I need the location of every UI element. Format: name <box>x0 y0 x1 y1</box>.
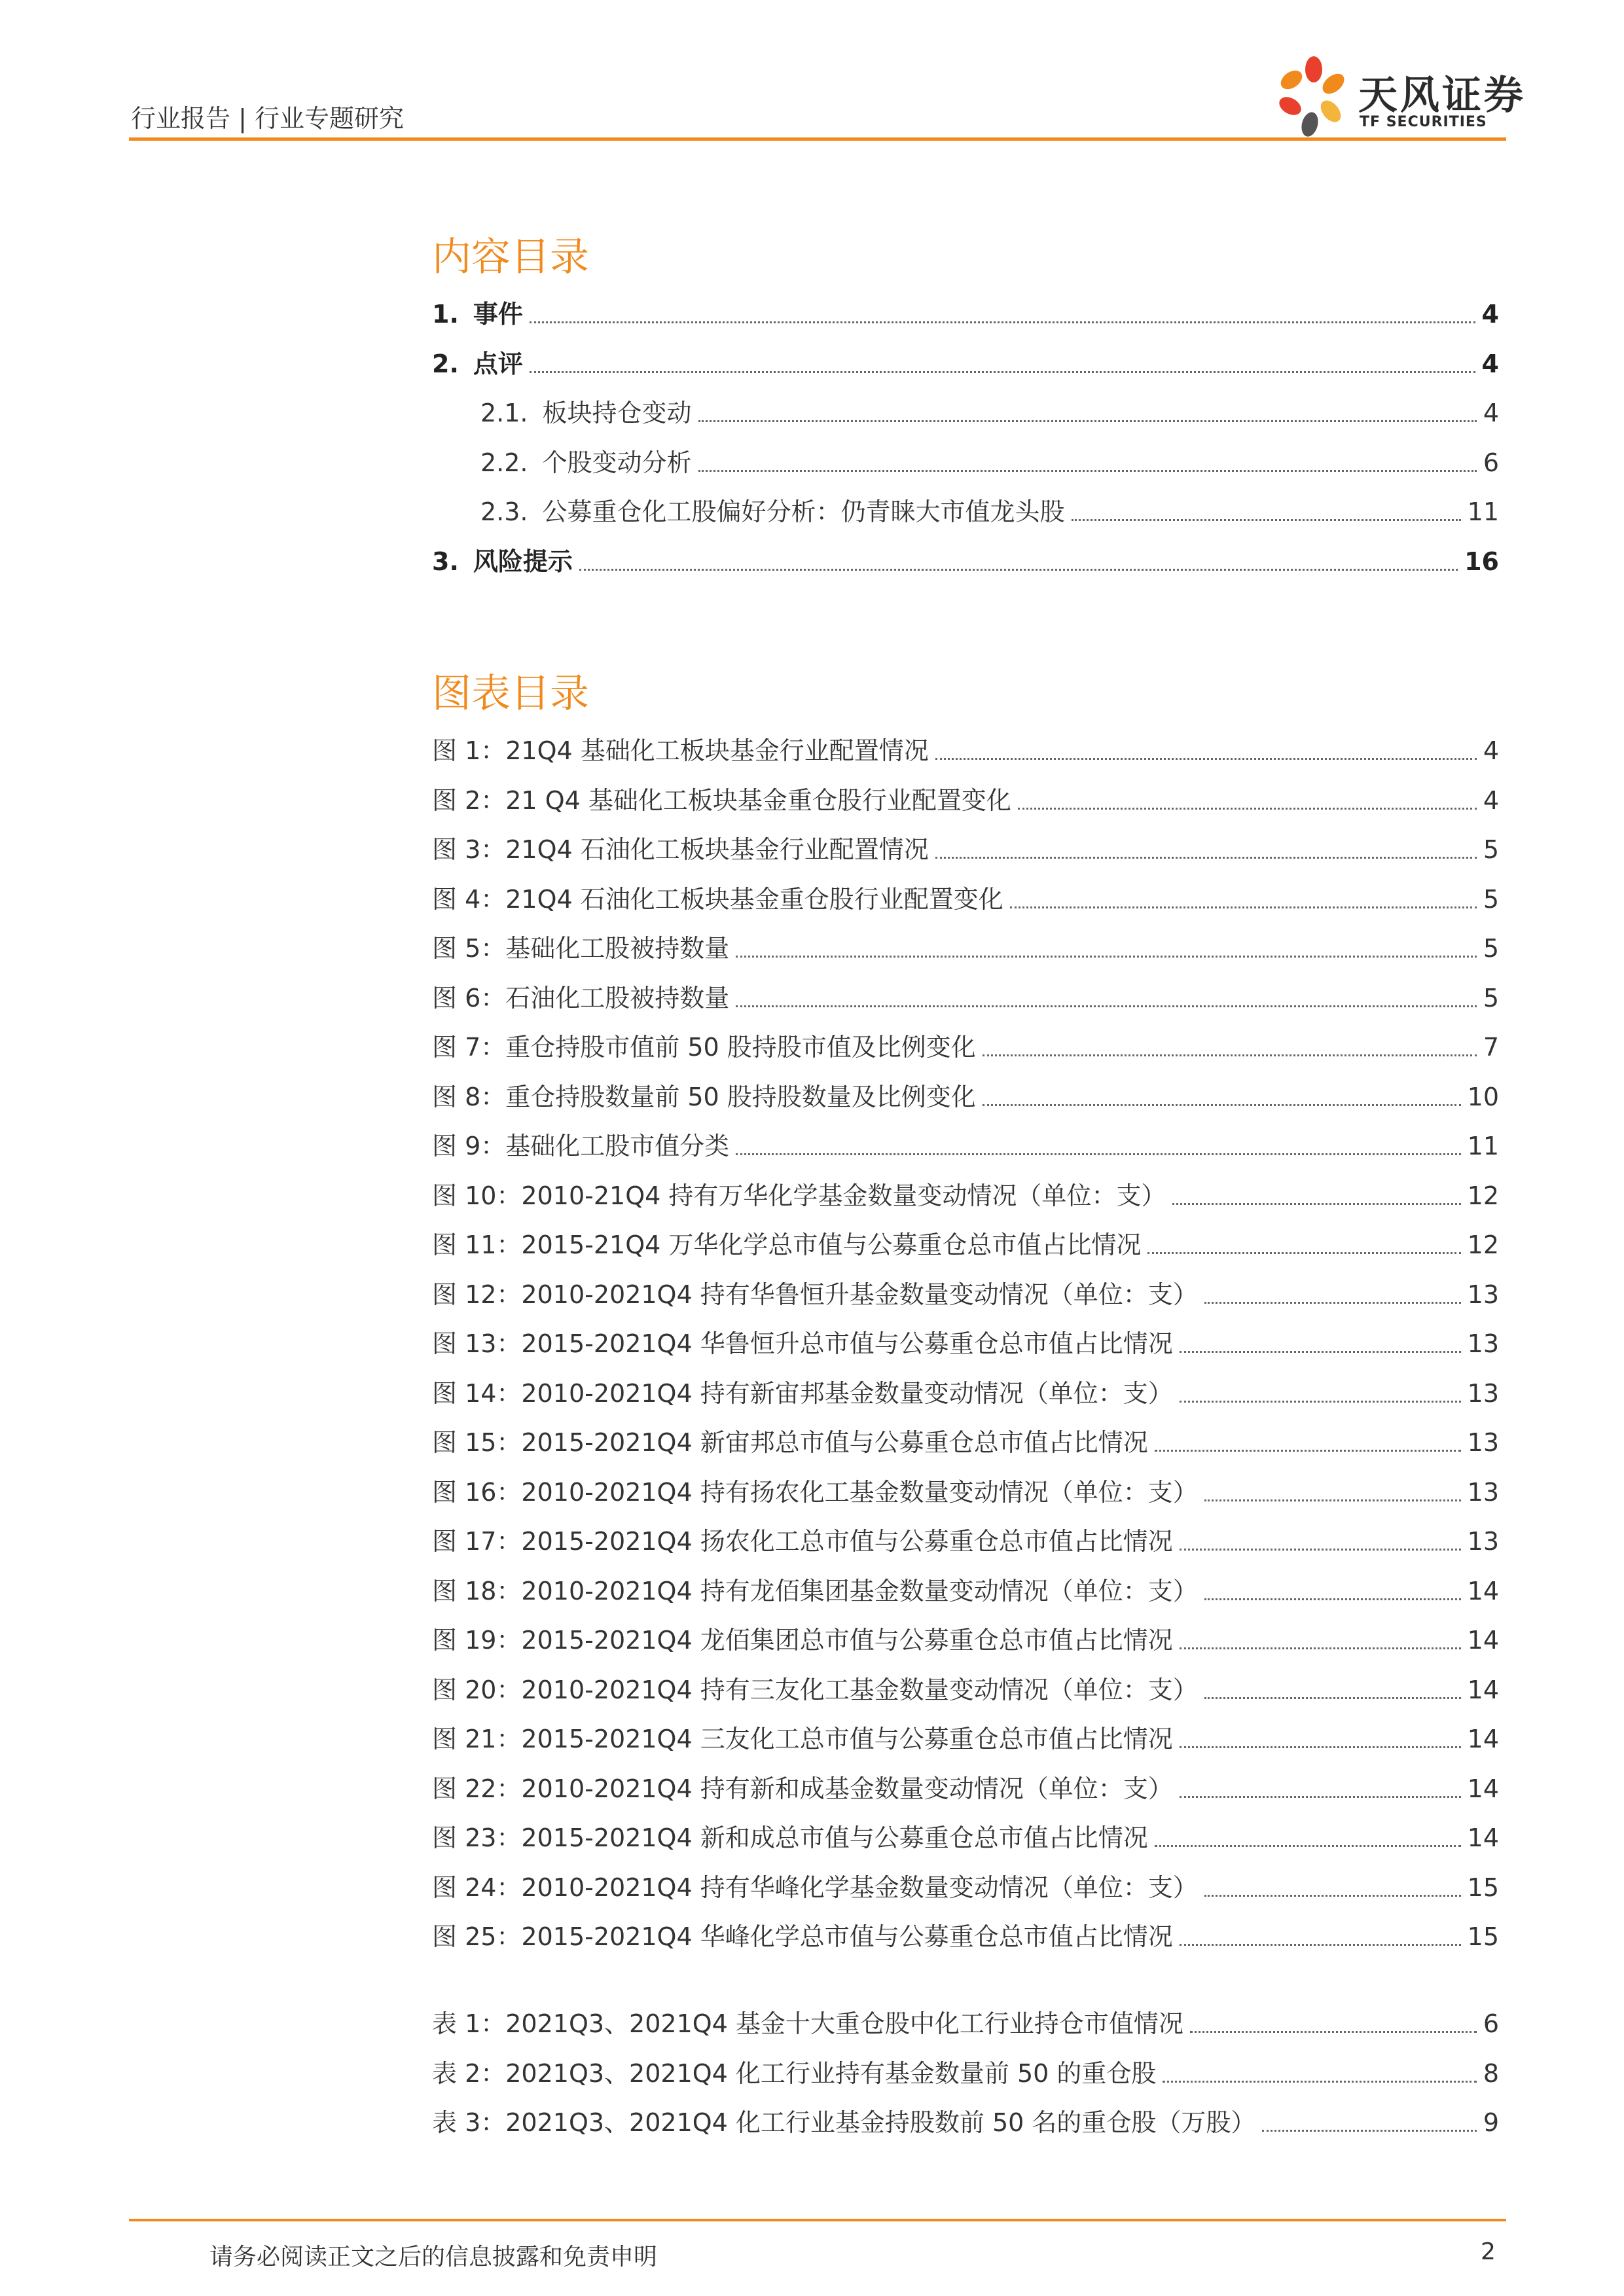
dot-leader <box>530 321 1475 323</box>
figure-entry[interactable] <box>432 1172 1499 1221</box>
dot-leader <box>1180 1401 1461 1403</box>
toc-item-page: 11 <box>1467 497 1499 526</box>
logo-english-text: TF SECURITIES <box>1360 114 1487 130</box>
toc-item[interactable] <box>432 439 1499 488</box>
toc-item[interactable] <box>432 340 1499 389</box>
figure-entry-page: 14 <box>1467 1576 1499 1605</box>
toc-item[interactable] <box>432 290 1499 340</box>
toc-item-number: 2.1. <box>480 399 528 427</box>
figure-entry-title: 图 1：21Q4 基础化工板块基金行业配置情况 <box>432 736 929 765</box>
figure-entry-page: 5 <box>1483 884 1499 914</box>
toc-item-number: 1. <box>432 300 459 329</box>
table-entry-title: 表 1：2021Q3、2021Q4 基金十大重仓股中化工行业持仓市值情况 <box>432 2009 1183 2038</box>
figure-entry-title: 图 9：基础化工股市值分类 <box>432 1132 730 1160</box>
dot-leader <box>1155 1450 1461 1452</box>
dot-leader <box>935 758 1477 760</box>
dot-leader <box>1180 1746 1461 1748</box>
figure-entry-page: 15 <box>1467 1922 1499 1951</box>
figure-entry[interactable] <box>432 1616 1499 1666</box>
toc-item[interactable] <box>432 389 1499 439</box>
toc-item-page: 4 <box>1481 349 1499 378</box>
table-entry[interactable] <box>432 2098 1499 2148</box>
figure-entry-title: 图 25：2015-2021Q4 华峰化学总市值与公募重仓总市值占比情况 <box>432 1922 1173 1951</box>
dot-leader <box>1180 1944 1461 1946</box>
dot-leader <box>1190 2031 1477 2033</box>
figure-entry-title: 图 4：21Q4 石油化工板块基金重仓股行业配置变化 <box>432 884 1003 914</box>
figure-entry[interactable] <box>432 1715 1499 1765</box>
figures-list <box>432 726 1499 1962</box>
figure-entry-title: 图 15：2015-2021Q4 新宙邦总市值与公募重仓总市值占比情况 <box>432 1428 1148 1457</box>
figure-entry[interactable] <box>432 924 1499 974</box>
figure-entry[interactable] <box>432 1567 1499 1617</box>
dot-leader <box>736 1153 1460 1155</box>
figure-entry[interactable] <box>432 776 1499 826</box>
figure-entry-title: 图 21：2015-2021Q4 三友化工总市值与公募重仓总市值占比情况 <box>432 1725 1173 1753</box>
figure-entry-title: 图 20：2010-2021Q4 持有三友化工基金数量变动情况（单位：支） <box>432 1675 1198 1704</box>
figure-entry-page: 13 <box>1467 1280 1499 1309</box>
figure-entry-title: 图 14：2010-2021Q4 持有新宙邦基金数量变动情况（单位：支） <box>432 1378 1173 1408</box>
toc-item-page: 16 <box>1464 547 1499 576</box>
dot-leader <box>1204 1302 1461 1304</box>
dot-leader <box>1180 1549 1461 1551</box>
figure-entry-title: 图 18：2010-2021Q4 持有龙佰集团基金数量变动情况（单位：支） <box>432 1576 1198 1605</box>
figure-entry[interactable] <box>432 875 1499 925</box>
figure-entry-page: 13 <box>1467 1477 1499 1507</box>
figure-entry[interactable] <box>432 1814 1499 1863</box>
flower-logo-icon <box>1273 51 1352 143</box>
figure-entry[interactable] <box>432 1221 1499 1270</box>
figure-entry-title: 图 12：2010-2021Q4 持有华鲁恒升基金数量变动情况（单位：支） <box>432 1280 1198 1309</box>
figure-entry-page: 5 <box>1483 934 1499 963</box>
figure-entry-page: 10 <box>1467 1082 1499 1111</box>
toc-item-title: 风险提示 <box>473 547 573 576</box>
dot-leader <box>530 371 1475 373</box>
figure-entry[interactable] <box>432 1517 1499 1567</box>
dot-leader <box>1018 808 1477 810</box>
dot-leader <box>1010 906 1477 908</box>
figure-entry-page: 5 <box>1483 835 1499 864</box>
figure-entry[interactable] <box>432 1319 1499 1369</box>
dot-leader <box>983 1054 1477 1056</box>
header-divider <box>129 137 1506 141</box>
disclaimer-note: 请务必阅读正文之后的信息披露和免责申明 <box>209 2244 658 2270</box>
dot-leader <box>698 420 1477 422</box>
dot-leader <box>579 569 1458 571</box>
figure-entry-page: 12 <box>1467 1181 1499 1210</box>
figure-entry-page: 7 <box>1483 1033 1499 1062</box>
company-logo <box>1273 51 1526 143</box>
figure-entry-page: 14 <box>1467 1626 1499 1655</box>
figure-entry-page: 13 <box>1467 1378 1499 1408</box>
dot-leader <box>1163 2081 1476 2083</box>
dot-leader <box>1180 1796 1461 1798</box>
figure-entry-title: 图 8：重仓持股数量前 50 股持股数量及比例变化 <box>432 1082 976 1111</box>
toc-item-number: 2.3. <box>480 497 528 526</box>
figure-entry[interactable] <box>432 1468 1499 1518</box>
figure-entry-page: 12 <box>1467 1230 1499 1259</box>
figure-entry[interactable] <box>432 1912 1499 1962</box>
figure-entry[interactable] <box>432 1122 1499 1172</box>
figure-entry[interactable] <box>432 825 1499 875</box>
toc-item-number: 3. <box>432 547 459 576</box>
dot-leader <box>1180 1351 1461 1353</box>
figure-entry[interactable] <box>432 1863 1499 1913</box>
dot-leader <box>736 956 1477 958</box>
figure-entry-title: 图 5：基础化工股被持数量 <box>432 934 730 963</box>
dot-leader <box>935 857 1477 859</box>
contents-list <box>432 290 1499 586</box>
toc-item-title: 事件 <box>473 300 523 329</box>
dot-leader <box>1155 1845 1461 1847</box>
dot-leader <box>698 470 1477 472</box>
report-type-label: 行业报告 | 行业专题研究 <box>131 104 404 133</box>
table-entry[interactable] <box>432 2049 1499 2099</box>
figure-entry-title: 图 10：2010-21Q4 持有万华化学基金数量变动情况（单位：支） <box>432 1181 1166 1210</box>
figure-entry-page: 13 <box>1467 1428 1499 1457</box>
dot-leader <box>1072 519 1461 521</box>
toc-item-title: 点评 <box>473 349 523 378</box>
figure-entry-title: 图 11：2015-21Q4 万华化学总市值与公募重仓总市值占比情况 <box>432 1230 1142 1259</box>
figure-entry-page: 15 <box>1467 1873 1499 1902</box>
toc-item-page: 4 <box>1483 399 1499 427</box>
figure-entry[interactable] <box>432 974 1499 1024</box>
dot-leader <box>736 1005 1477 1007</box>
figure-entry-page: 14 <box>1467 1675 1499 1704</box>
figure-entry-page: 14 <box>1467 1774 1499 1803</box>
figure-entry[interactable] <box>432 1023 1499 1073</box>
dot-leader <box>983 1104 1461 1106</box>
figure-entry-page: 14 <box>1467 1725 1499 1753</box>
figure-entry-page: 14 <box>1467 1823 1499 1852</box>
figure-entry-title: 图 3：21Q4 石油化工板块基金行业配置情况 <box>432 835 929 864</box>
tables-list <box>432 2000 1499 2148</box>
figure-entry-title: 图 23：2015-2021Q4 新和成总市值与公募重仓总市值占比情况 <box>432 1823 1148 1852</box>
dot-leader <box>1180 1647 1461 1649</box>
figure-entry-title: 图 24：2010-2021Q4 持有华峰化学基金数量变动情况（单位：支） <box>432 1873 1198 1902</box>
figure-entry-title: 图 13：2015-2021Q4 华鲁恒升总市值与公募重仓总市值占比情况 <box>432 1329 1173 1358</box>
table-entry-page: 9 <box>1483 2108 1499 2137</box>
figure-entry-page: 4 <box>1483 785 1499 815</box>
figure-entry[interactable] <box>432 1369 1499 1419</box>
figure-entry-page: 5 <box>1483 983 1499 1013</box>
figure-entry[interactable] <box>432 1073 1499 1122</box>
figure-entry-title: 图 7：重仓持股市值前 50 股持股市值及比例变化 <box>432 1033 976 1062</box>
figure-entry-title: 图 19：2015-2021Q4 龙佰集团总市值与公募重仓总市值占比情况 <box>432 1626 1173 1655</box>
table-entry-page: 8 <box>1483 2058 1499 2088</box>
dot-leader <box>1204 1697 1461 1699</box>
toc-item-title: 个股变动分析 <box>542 448 692 477</box>
toc-item-number: 2.2. <box>480 448 528 477</box>
figure-entry-title: 图 22：2010-2021Q4 持有新和成基金数量变动情况（单位：支） <box>432 1774 1173 1803</box>
table-entry-page: 6 <box>1483 2009 1499 2038</box>
toc-item-title: 公募重仓化工股偏好分析：仍青睐大市值龙头股 <box>542 497 1065 526</box>
figure-entry-title: 图 17：2015-2021Q4 扬农化工总市值与公募重仓总市值占比情况 <box>432 1527 1173 1556</box>
figure-entry[interactable] <box>432 1418 1499 1468</box>
toc-item-number: 2. <box>432 349 459 378</box>
figure-entry[interactable] <box>432 1270 1499 1320</box>
dot-leader <box>1204 1895 1461 1897</box>
figure-entry-page: 13 <box>1467 1527 1499 1556</box>
toc-item-page: 4 <box>1481 300 1499 329</box>
table-entry[interactable] <box>432 2000 1499 2049</box>
figure-entry-title: 图 2：21 Q4 基础化工板块基金重仓股行业配置变化 <box>432 785 1011 815</box>
dot-leader <box>1204 1598 1461 1600</box>
figure-entry[interactable] <box>432 1765 1499 1814</box>
figure-entry-title: 图 6：石油化工股被持数量 <box>432 983 730 1013</box>
table-entry-title: 表 3：2021Q3、2021Q4 化工行业基金持股数前 50 名的重仓股（万股） <box>432 2108 1256 2137</box>
dot-leader <box>1147 1252 1460 1254</box>
figure-entry-page: 11 <box>1467 1132 1499 1160</box>
toc-item[interactable] <box>432 537 1499 587</box>
figure-entry-page: 4 <box>1483 736 1499 765</box>
page-number: 2 <box>1481 2238 1496 2265</box>
figure-entry-title: 图 16：2010-2021Q4 持有扬农化工基金数量变动情况（单位：支） <box>432 1477 1198 1507</box>
toc-item[interactable] <box>432 488 1499 537</box>
toc-item-title: 板块持仓变动 <box>542 399 692 427</box>
toc-item-page: 6 <box>1483 448 1499 477</box>
logo-chinese-text: 天风证券 <box>1358 73 1526 118</box>
footer-divider <box>129 2219 1506 2221</box>
figures-title: 图表目录 <box>432 671 589 717</box>
figure-entry[interactable] <box>432 726 1499 776</box>
figure-entry[interactable] <box>432 1666 1499 1715</box>
figure-entry-page: 13 <box>1467 1329 1499 1358</box>
dot-leader <box>1262 2130 1476 2132</box>
dot-leader <box>1172 1203 1460 1205</box>
table-entry-title: 表 2：2021Q3、2021Q4 化工行业持有基金数量前 50 的重仓股 <box>432 2058 1157 2088</box>
dot-leader <box>1204 1499 1461 1501</box>
contents-title: 内容目录 <box>432 234 589 280</box>
